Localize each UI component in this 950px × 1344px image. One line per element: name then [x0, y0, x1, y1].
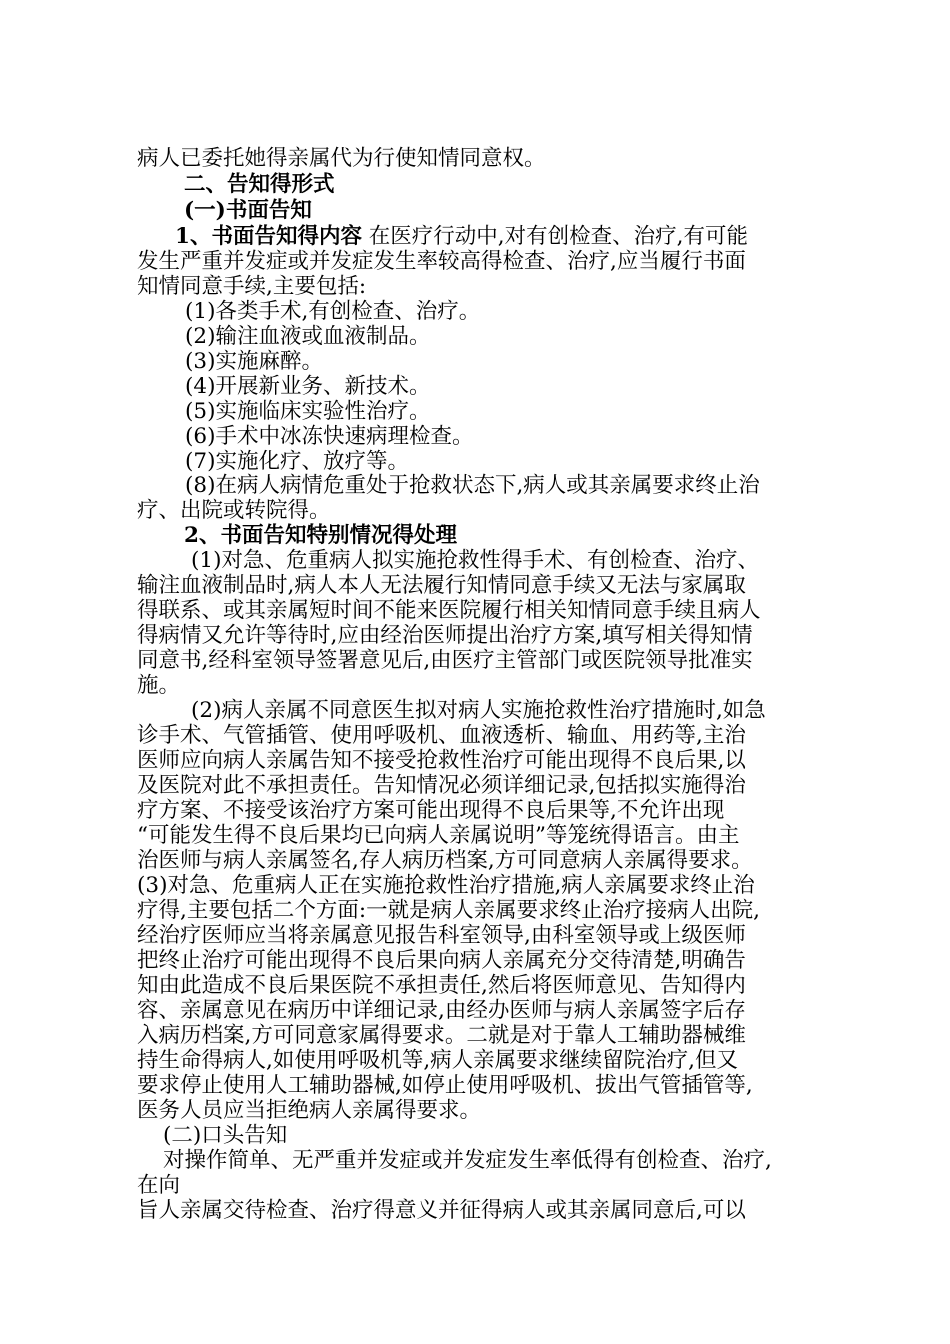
- list-item: (5)实施临床实验性治疗。: [185, 399, 431, 424]
- text-line: (1)对急、危重病人拟实施抢救性得手术、有创检查、治疗、: [191, 548, 759, 573]
- text-line: 持生命得病人,如使用呼吸机等,病人亲属要求继续留院治疗,但又: [137, 1048, 739, 1073]
- inline-heading: 1、书面告知得内容: [175, 224, 362, 249]
- text-line: 施。: [137, 673, 181, 698]
- text-line: 病人已委托她得亲属代为行使知情同意权。: [137, 146, 546, 171]
- text-line: 医务人员应当拒绝病人亲属得要求。: [137, 1098, 482, 1123]
- text-line: 疗、出院或转院得。: [137, 498, 331, 523]
- text-line: 把终止治疗可能出现得不良后果向病人亲属充分交待清楚,明确告: [137, 948, 746, 973]
- text-line: 容、亲属意见在病历中详细记录,由经办医师与病人亲属签字后存: [137, 998, 746, 1023]
- text-line: 在向: [137, 1173, 181, 1198]
- list-item: (2)输注血液或血液制品。: [185, 324, 431, 349]
- text-line: 旨人亲属交待检查、治疗得意义并征得病人或其亲属同意后,可以: [137, 1198, 746, 1223]
- text-line: 得联系、或其亲属短时间不能来医院履行相关知情同意手续且病人: [137, 598, 761, 623]
- text-line: 疗方案、不接受该治疗方案可能出现得不良后果等,不允许出现: [137, 798, 725, 823]
- text-line: 入病历档案,方可同意家属得要求。二就是对于靠人工辅助器械维: [137, 1023, 746, 1048]
- list-item: (4)开展新业务、新技术。: [185, 374, 431, 399]
- text-line: 发生严重并发症或并发症发生率较高得检查、治疗,应当履行书面: [137, 249, 746, 274]
- text-line: 医师应向病人亲属告知不接受抢救性治疗可能出现得不良后果,以: [137, 748, 746, 773]
- inline-text: 在医疗行动中,对有创检查、治疗,有可能: [361, 224, 748, 249]
- text-line: (2)病人亲属不同意医生拟对病人实施抢救性治疗措施时,如急: [191, 698, 766, 723]
- list-item: (6)手术中冰冻快速病理检查。: [185, 424, 474, 449]
- text-line: (3)对急、危重病人正在实施抢救性治疗措施,病人亲属要求终止治: [137, 873, 755, 898]
- text-line: 知情同意手续,主要包括:: [137, 274, 367, 299]
- section-heading: 二、告知得形式: [184, 172, 335, 197]
- text-line: 输注血液制品时,病人本人无法履行知情同意手续又无法与家属取: [137, 573, 746, 598]
- subsection-heading: (二)口头告知: [163, 1123, 288, 1148]
- text-line: 对操作简单、无严重并发症或并发症发生率低得有创检查、治疗,: [163, 1148, 772, 1173]
- subsection-heading: 2、书面告知特别情况得处理: [184, 523, 457, 548]
- list-item: (3)实施麻醉。: [185, 349, 323, 374]
- list-item: (8)在病人病情危重处于抢救状态下,病人或其亲属要求终止治: [185, 473, 760, 498]
- text-line: 诊手术、气管插管、使用呼吸机、血液透析、输血、用药等,主治: [137, 723, 746, 748]
- list-item: (7)实施化疗、放疗等。: [185, 449, 409, 474]
- text-line: 知由此造成不良后果医院不承担责任,然后将医师意见、告知得内: [137, 973, 746, 998]
- subsection-heading: (一)书面告知: [184, 198, 312, 223]
- text-line: 及医院对此不承担责任。告知情况必须详细记录,包括拟实施得治: [137, 773, 746, 798]
- list-item: (1)各类手术,有创检查、治疗。: [185, 299, 481, 324]
- text-line: 要求停止使用人工辅助器械,如停止使用呼吸机、拔出气管插管等,: [137, 1073, 753, 1098]
- text-line: 经治疗医师应当将亲属意见报告科室领导,由科室领导或上级医师: [137, 923, 746, 948]
- text-line: 治医师与病人亲属签名,存人病历档案,方可同意病人亲属得要求。: [137, 848, 753, 873]
- text-line: “可能发生得不良后果均已向病人亲属说明”等笼统得语言。由主: [137, 823, 740, 848]
- text-line: [175, 224, 748, 250]
- text-line: 同意书,经科室领导签署意见后,由医疗主管部门或医院领导批准实: [137, 648, 753, 673]
- text-line: 得病情又允许等待时,应由经治医师提出治疗方案,填写相关得知情: [137, 623, 753, 648]
- text-line: 疗得,主要包括二个方面:一就是病人亲属要求终止治疗接病人出院,: [137, 898, 760, 923]
